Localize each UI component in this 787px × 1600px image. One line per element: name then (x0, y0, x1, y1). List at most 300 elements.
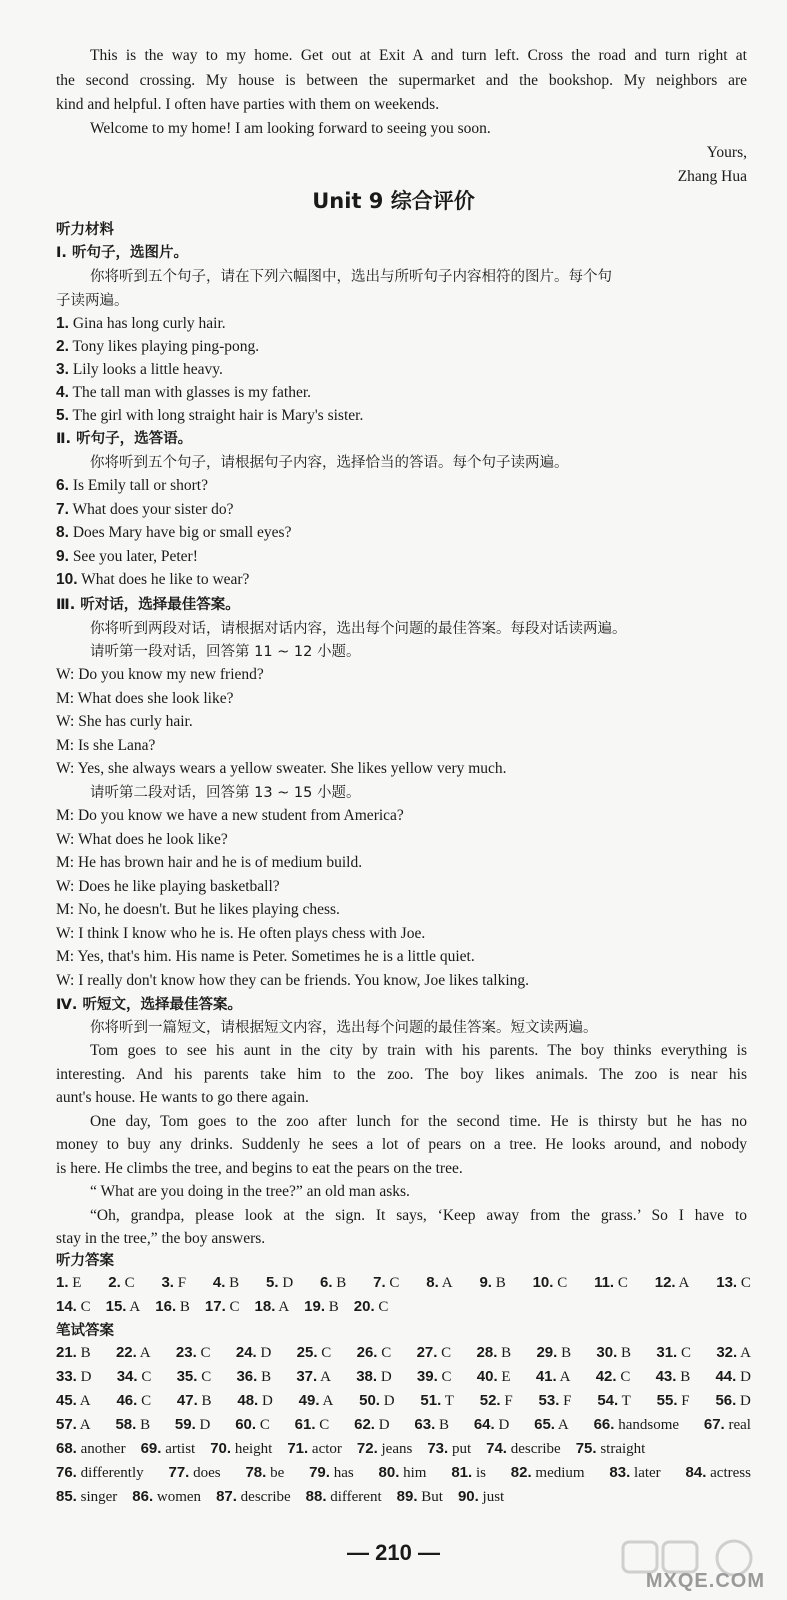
answer-value: A (278, 1299, 290, 1315)
section-4-instruction: 你将听到一篇短文，请根据短文内容，选出每个问题的最佳答案。短文读两遍。 (90, 1020, 598, 1036)
answer-number: 68. (56, 1440, 77, 1457)
answer-row (56, 1342, 751, 1364)
answer-value: just (482, 1489, 505, 1505)
answer-number: 35. (176, 1368, 198, 1385)
answer-number: 24. (235, 1344, 257, 1361)
answer-value: C (200, 1345, 211, 1361)
answer-item (596, 1366, 631, 1388)
dialogue-line: M: Yes, that's him. His name is Peter. Sometimes he is a little quiet. (56, 948, 475, 965)
answer-item (56, 1390, 91, 1412)
answer-value: D (199, 1417, 211, 1433)
question-number: 3. (56, 361, 69, 378)
answer-value: A (139, 1345, 151, 1361)
passage-line: “Oh, grandpa, please look at the sign. It says, ‘Keep away from the grass.’ So I have to (90, 1206, 747, 1224)
answer-item (108, 1272, 134, 1294)
answer-number: 5. (266, 1274, 279, 1291)
answer-value: A (740, 1345, 751, 1361)
answer-value: different (330, 1489, 382, 1505)
passage-line: stay in the tree,” the boy answers. (56, 1230, 266, 1247)
answer-number: 70. (210, 1440, 232, 1457)
answer-item (255, 1296, 290, 1318)
question-number: 10. (56, 571, 78, 588)
answer-item (458, 1486, 504, 1508)
answer-item (477, 1342, 512, 1364)
answer-number: 69. (140, 1440, 162, 1457)
answer-number: 74. (486, 1440, 507, 1457)
passage-line: Tom goes to see his aunt in the city by train with his parents. The boy thinks everything is (90, 1042, 747, 1059)
answer-item (320, 1272, 346, 1294)
answer-value: B (680, 1369, 691, 1385)
answer-item (417, 1342, 452, 1364)
answer-row (56, 1414, 751, 1436)
answer-value: B (179, 1299, 190, 1315)
answer-number: 19. (304, 1298, 326, 1315)
answer-number: 37. (296, 1368, 318, 1385)
question-text: Does Mary have big or small eyes? (68, 524, 292, 541)
answer-value: But (421, 1489, 443, 1505)
question-text: Lily looks a little heavy. (68, 361, 223, 378)
answer-item (210, 1438, 272, 1460)
dialogue-line: W: I think I know who he is. He often plays chess with Joe. (56, 924, 426, 942)
answer-value: C (620, 1369, 631, 1385)
question-text: What does your sister do? (68, 500, 234, 518)
answer-value: describe (240, 1489, 291, 1505)
answer-value: D (498, 1417, 510, 1433)
answer-number: 78. (245, 1464, 267, 1481)
answer-number: 12. (654, 1274, 676, 1291)
answer-value: another (80, 1441, 126, 1457)
answer-value: A (441, 1275, 453, 1291)
answer-value: handsome (618, 1417, 680, 1433)
answer-value: C (321, 1345, 332, 1361)
answer-value: B (328, 1299, 339, 1315)
answer-value: C (617, 1275, 628, 1291)
answer-value: describe (510, 1441, 561, 1457)
question-text: What does he like to wear? (77, 571, 250, 588)
answer-value: B (140, 1417, 151, 1433)
answer-value: later (634, 1465, 661, 1481)
answer-number: 49. (298, 1392, 320, 1409)
answer-number: 41. (535, 1368, 557, 1385)
listening-material-heading: 听力材料 (56, 222, 114, 238)
answer-value: B (561, 1345, 572, 1361)
answer-item (477, 1366, 511, 1388)
answer-number: 90. (457, 1488, 479, 1505)
answer-number: 53. (538, 1392, 560, 1409)
answer-number: 38. (356, 1368, 378, 1385)
answer-value: A (322, 1393, 334, 1409)
answer-number: 82. (510, 1464, 532, 1481)
answer-number: 15. (105, 1298, 127, 1315)
answer-number: 71. (287, 1440, 309, 1457)
dialogue-2-intro: 请听第二段对话，回答第 13 ~ 15 小题。 (90, 785, 361, 801)
answer-value: E (501, 1369, 511, 1385)
answer-number: 55. (656, 1392, 678, 1409)
dialogue-line: M: What does she look like? (56, 689, 234, 707)
answer-number: 67. (703, 1416, 725, 1433)
answer-value: C (381, 1345, 392, 1361)
passage-line: One day, Tom goes to the zoo after lunch for the second time. He is thirsty but he has no (90, 1112, 747, 1130)
answer-value: C (680, 1345, 691, 1361)
answer-item (656, 1342, 691, 1364)
answer-value: B (261, 1369, 272, 1385)
answer-value: D (740, 1369, 751, 1385)
dialogue-line: M: Is she Lana? (56, 736, 156, 754)
answer-item (715, 1390, 750, 1412)
answer-number: 17. (204, 1298, 226, 1315)
answer-item (306, 1486, 382, 1508)
answer-item (177, 1366, 212, 1388)
answer-number: 43. (655, 1368, 677, 1385)
answer-number: 60. (235, 1416, 257, 1433)
question-text: See you later, Peter! (68, 547, 198, 565)
answer-item (354, 1296, 389, 1318)
answer-number: 14. (56, 1298, 77, 1315)
answer-value: A (79, 1393, 91, 1409)
question-item (56, 569, 747, 591)
answer-value: B (495, 1275, 506, 1291)
answer-number: 34. (116, 1368, 138, 1385)
answer-value: C (229, 1299, 240, 1315)
question-item (56, 499, 747, 521)
answer-value: D (80, 1369, 92, 1385)
answer-number: 20. (353, 1298, 375, 1315)
answer-item (716, 1342, 751, 1364)
question-number: 6. (56, 477, 69, 494)
answer-number: 52. (479, 1392, 501, 1409)
answer-item (426, 1272, 452, 1294)
answer-number: 40. (476, 1368, 498, 1385)
page-number: — 210 — (347, 1540, 440, 1565)
answer-item (177, 1390, 212, 1412)
letter-line: Welcome to my home! I am looking forward to seeing you soon. (90, 120, 491, 137)
answer-row (56, 1438, 751, 1460)
answer-number: 79. (309, 1464, 330, 1481)
dialogue-line: M: No, he doesn't. But he likes playing chess. (56, 901, 340, 918)
answer-item (480, 1390, 513, 1412)
answer-item (451, 1462, 486, 1484)
answer-item (479, 1272, 505, 1294)
answer-number: 21. (56, 1344, 77, 1361)
answer-value: B (80, 1345, 91, 1361)
section-3-heading: Ⅲ. 听对话，选择最佳答案。 (56, 597, 240, 613)
question-item (56, 336, 747, 358)
answer-item (656, 1366, 691, 1388)
question-number: 1. (56, 315, 69, 332)
passage-line: aunt's house. He wants to go there again. (56, 1089, 309, 1106)
answer-value: straight (600, 1441, 646, 1457)
answer-item (169, 1462, 221, 1484)
answer-item (596, 1342, 631, 1364)
answer-number: 4. (212, 1274, 226, 1291)
answer-item (373, 1272, 399, 1294)
answer-item (116, 1390, 151, 1412)
answer-number: 39. (416, 1368, 438, 1385)
answer-number: 88. (305, 1488, 327, 1505)
answer-value: real (728, 1417, 751, 1433)
answer-item (56, 1438, 126, 1460)
question-text: The girl with long straight hair is Mary's sister. (68, 407, 364, 424)
answer-value: C (557, 1275, 568, 1291)
answer-row (56, 1390, 751, 1412)
answer-item (536, 1342, 571, 1364)
answer-number: 10. (532, 1274, 554, 1291)
dialogue-line: W: She has curly hair. (56, 713, 193, 730)
answer-number: 18. (254, 1298, 276, 1315)
question-number: 7. (56, 500, 69, 518)
question-item (56, 475, 747, 497)
answer-item (296, 1366, 331, 1388)
answer-item (175, 1414, 210, 1436)
answer-value: put (451, 1441, 472, 1457)
answer-number: 31. (656, 1344, 678, 1361)
dialogue-line: M: He has brown hair and he is of medium build. (56, 854, 363, 871)
answer-item (56, 1366, 91, 1388)
answer-value: C (378, 1299, 389, 1315)
answer-number: 77. (168, 1464, 190, 1481)
answer-number: 3. (161, 1274, 174, 1291)
answer-value: height (234, 1441, 273, 1457)
answer-item (297, 1342, 332, 1364)
answer-item (299, 1390, 334, 1412)
answer-number: 50. (359, 1392, 380, 1409)
answer-value: C (389, 1275, 400, 1291)
answer-number: 76. (56, 1464, 77, 1481)
answer-number: 13. (716, 1274, 738, 1291)
passage-line: is here. He climbs the tree, and begins to eat the pears on the tree. (56, 1159, 463, 1177)
question-item (56, 359, 747, 381)
section-2-instruction: 你将听到五个句子，请根据句子内容，选择恰当的答语。每个句子读两遍。 (90, 455, 569, 471)
answer-item (161, 1272, 186, 1294)
answer-item (486, 1438, 561, 1460)
answer-number: 33. (56, 1368, 77, 1385)
answer-value: actress (710, 1465, 751, 1481)
answer-number: 81. (451, 1464, 473, 1481)
answer-value: A (557, 1417, 569, 1433)
question-text: The tall man with glasses is my father. (68, 384, 312, 401)
question-item (56, 405, 747, 427)
answer-number: 46. (116, 1392, 138, 1409)
answer-number: 36. (236, 1368, 258, 1385)
answer-value: differently (80, 1465, 144, 1481)
answer-item (536, 1366, 571, 1388)
letter-line: kind and helpful. I often have parties with them on weekends. (56, 96, 440, 113)
answer-item (511, 1462, 585, 1484)
answer-item (420, 1390, 454, 1412)
section-4-heading: Ⅳ. 听短文，选择最佳答案。 (56, 997, 242, 1013)
answer-item (237, 1390, 272, 1412)
answer-row (56, 1296, 751, 1318)
answer-number: 1. (56, 1274, 69, 1291)
answer-value: C (141, 1369, 152, 1385)
answer-item (594, 1414, 679, 1436)
answer-value: B (501, 1345, 512, 1361)
answer-number: 59. (174, 1416, 196, 1433)
answer-number: 2. (108, 1274, 121, 1291)
question-number: 2. (56, 338, 69, 355)
letter-closing: Yours, (706, 144, 747, 161)
answer-item (534, 1414, 569, 1436)
answer-number: 32. (716, 1344, 738, 1361)
answer-number: 28. (476, 1344, 498, 1361)
passage-line: “ What are you doing in the tree?” an old man asks. (90, 1183, 410, 1200)
answer-item (115, 1414, 150, 1436)
written-answers-heading: 笔试答案 (56, 1323, 114, 1339)
question-number: 4. (56, 384, 69, 401)
answer-item (417, 1366, 452, 1388)
answer-number: 6. (320, 1274, 333, 1291)
answer-item (414, 1414, 449, 1436)
question-text: Tony likes playing ping-pong. (68, 338, 260, 355)
answer-value: E (72, 1275, 82, 1291)
dialogue-line: W: Do you know my new friend? (56, 666, 264, 683)
answer-number: 72. (356, 1440, 378, 1457)
answer-item (704, 1414, 751, 1436)
answer-item (176, 1342, 211, 1364)
letter-line: This is the way to my home. Get out at Exit A and turn left. Cross the road and turn right at (90, 47, 747, 64)
answer-value: actor (311, 1441, 342, 1457)
answer-number: 30. (596, 1344, 618, 1361)
answer-value: B (621, 1345, 632, 1361)
answer-number: 9. (479, 1274, 492, 1291)
answer-item (609, 1462, 660, 1484)
answer-value: D (260, 1345, 272, 1361)
answer-item (597, 1390, 631, 1412)
answer-value: A (79, 1417, 91, 1433)
answer-number: 42. (595, 1368, 617, 1385)
answer-item (213, 1272, 239, 1294)
answer-number: 65. (534, 1416, 555, 1433)
answer-number: 27. (416, 1344, 438, 1361)
answer-item (295, 1414, 330, 1436)
dialogue-line: W: Yes, she always wears a yellow sweater. She likes yellow very much. (56, 760, 507, 777)
answer-item (155, 1296, 190, 1318)
answer-number: 75. (575, 1440, 597, 1457)
answer-item (141, 1438, 196, 1460)
answer-number: 25. (296, 1344, 318, 1361)
answer-number: 64. (473, 1416, 495, 1433)
answer-number: 85. (56, 1488, 77, 1505)
answer-number: 87. (216, 1488, 237, 1505)
answer-item (716, 1272, 751, 1294)
answer-item (427, 1438, 471, 1460)
answer-item (594, 1272, 628, 1294)
answer-item (205, 1296, 240, 1318)
answer-value: F (563, 1393, 572, 1409)
answer-number: 29. (536, 1344, 558, 1361)
answer-item (132, 1486, 201, 1508)
answer-value: T (444, 1393, 454, 1409)
section-1-instruction: 子读两遍。 (56, 293, 129, 309)
answer-number: 89. (396, 1488, 418, 1505)
answer-item (357, 1438, 412, 1460)
answer-item (686, 1462, 751, 1484)
answer-item (236, 1342, 271, 1364)
answer-item (309, 1462, 354, 1484)
answer-item (397, 1486, 443, 1508)
answer-value: C (124, 1275, 135, 1291)
answer-value: D (383, 1393, 395, 1409)
answer-value: artist (165, 1441, 196, 1457)
listening-answers-heading: 听力答案 (56, 1253, 114, 1269)
answer-number: 84. (685, 1464, 707, 1481)
answer-value: D (740, 1393, 751, 1409)
answer-value: B (336, 1275, 347, 1291)
answer-item (56, 1342, 91, 1364)
answer-number: 80. (378, 1464, 400, 1481)
answer-item (116, 1342, 151, 1364)
answer-item (357, 1342, 392, 1364)
answer-value: D (378, 1417, 390, 1433)
answer-value: C (740, 1275, 751, 1291)
answer-item (354, 1414, 389, 1436)
answer-row (56, 1486, 751, 1508)
answer-value: F (681, 1393, 690, 1409)
answer-item (657, 1390, 690, 1412)
dialogue-line: W: I really don't know how they can be friends. You know, Joe likes talking. (56, 971, 530, 989)
dialogue-line: W: What does he look like? (56, 830, 228, 848)
answer-number: 45. (56, 1392, 77, 1409)
question-item (56, 313, 747, 335)
answer-item (533, 1272, 568, 1294)
answer-value: A (678, 1275, 690, 1291)
answer-row (56, 1462, 751, 1484)
answer-item (56, 1486, 117, 1508)
answer-number: 22. (115, 1344, 137, 1361)
answer-value: D (282, 1275, 294, 1291)
answer-value: B (439, 1417, 450, 1433)
letter-line: the second crossing. My house is between the supermarket and the bookshop. My neighbors are (56, 72, 747, 89)
dialogue-1-intro: 请听第一段对话，回答第 11 ~ 12 小题。 (90, 644, 361, 660)
answer-row (56, 1366, 751, 1388)
answer-value: singer (80, 1489, 118, 1505)
answer-value: C (441, 1369, 452, 1385)
answer-value: is (475, 1465, 486, 1481)
section-3-instruction: 你将听到两段对话，请根据对话内容，选出每个问题的最佳答案。每段对话读两遍。 (90, 621, 627, 637)
answer-row (56, 1272, 751, 1294)
answer-item (56, 1414, 91, 1436)
answer-number: 51. (420, 1392, 442, 1409)
answer-value: A (129, 1299, 141, 1315)
section-1-heading: Ⅰ. 听句子，选图片。 (56, 245, 188, 261)
answer-value: F (504, 1393, 513, 1409)
answer-number: 8. (426, 1274, 439, 1291)
answer-number: 58. (115, 1416, 137, 1433)
passage-line: interesting. And his parents take him to the zoo. The boy likes animals. The zoo is near his (56, 1065, 747, 1083)
answer-number: 73. (427, 1440, 449, 1457)
answer-item (245, 1462, 284, 1484)
answer-item (216, 1486, 291, 1508)
question-item (56, 382, 747, 404)
answer-item (236, 1366, 271, 1388)
answer-value: A (320, 1369, 331, 1385)
answer-item (56, 1272, 81, 1294)
section-2-heading: Ⅱ. 听句子，选答语。 (56, 431, 193, 447)
answer-value: be (270, 1465, 285, 1481)
answer-item (266, 1272, 293, 1294)
question-item (56, 546, 747, 568)
answer-value: C (319, 1417, 330, 1433)
answer-value: C (259, 1417, 270, 1433)
answer-number: 66. (593, 1416, 615, 1433)
answer-item (359, 1390, 394, 1412)
answer-number: 44. (715, 1368, 737, 1385)
answer-number: 54. (597, 1392, 619, 1409)
answer-item (715, 1366, 750, 1388)
answer-number: 7. (373, 1274, 386, 1291)
answer-item (474, 1414, 509, 1436)
answer-value: C (201, 1369, 212, 1385)
